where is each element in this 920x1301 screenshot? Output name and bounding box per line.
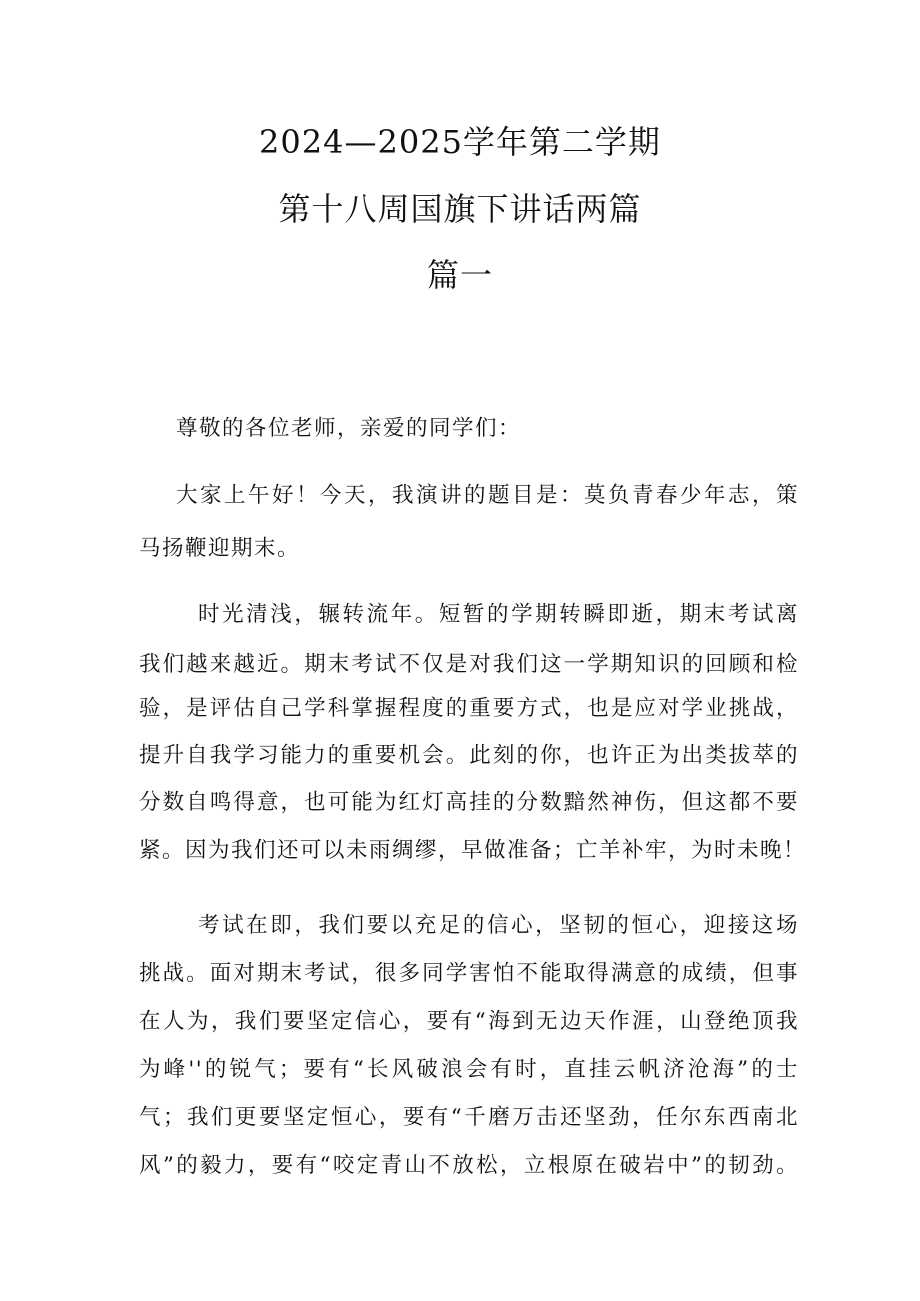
paragraph-2-line-2: 我们越来越近。期末考试不仅是对我们这一学期知识的回顾和检: [139, 652, 799, 677]
paragraph-2-line-3: 验，是评估自己学科掌握程度的重要方式，也是应对学业挑战，: [139, 696, 799, 721]
paragraph-3-line-5: 气；我们更要坚定恒心，要有“千磨万击还坚劲，任尔东西南北: [139, 1105, 799, 1130]
paragraph-3-line-4: 为峰''的锐气；要有“长风破浪会有时，直挂云帆济沧海”的士: [139, 1057, 799, 1082]
greeting: 尊敬的各位老师，亲爱的同学们：: [176, 416, 522, 441]
paragraph-2-line-6: 紧。因为我们还可以未雨绸缪，早做准备；亡羊补牢，为时未晚！: [139, 838, 807, 863]
title-line-1: 2024—2025学年第二学期: [259, 123, 661, 161]
title-line-2: 第十八周国旗下讲话两篇: [278, 190, 642, 228]
paragraph-3-line-1: 考试在即，我们要以充足的信心，坚韧的恒心，迎接这场: [198, 913, 799, 938]
paragraph-3-line-6: 风”的毅力，要有“咬定青山不放松，立根原在破岩中”的韧劲。: [139, 1153, 799, 1178]
paragraph-2-line-5: 分数自鸣得意，也可能为红灯高挂的分数黯然神伤，但这都不要: [139, 790, 799, 815]
title-line-3: 篇一: [426, 256, 493, 294]
paragraph-2-line-1: 时光清浅，辗转流年。短暂的学期转瞬即逝，期末考试离: [198, 602, 799, 627]
paragraph-2-line-4: 提升自我学习能力的重要机会。此刻的你，也许正为出类拔萃的: [139, 743, 799, 768]
paragraph-1-line-2: 马扬鞭迎期末。: [139, 536, 301, 561]
paragraph-3-line-3: 在人为，我们要坚定信心，要有“海到无边天作涯，山登绝顶我: [139, 1009, 799, 1034]
paragraph-1-line-1: 大家上午好！今天，我演讲的题目是：莫负青春少年志，策: [176, 483, 799, 508]
paragraph-3-line-2: 挑战。面对期末考试，很多同学害怕不能取得满意的成绩，但事: [139, 961, 799, 986]
